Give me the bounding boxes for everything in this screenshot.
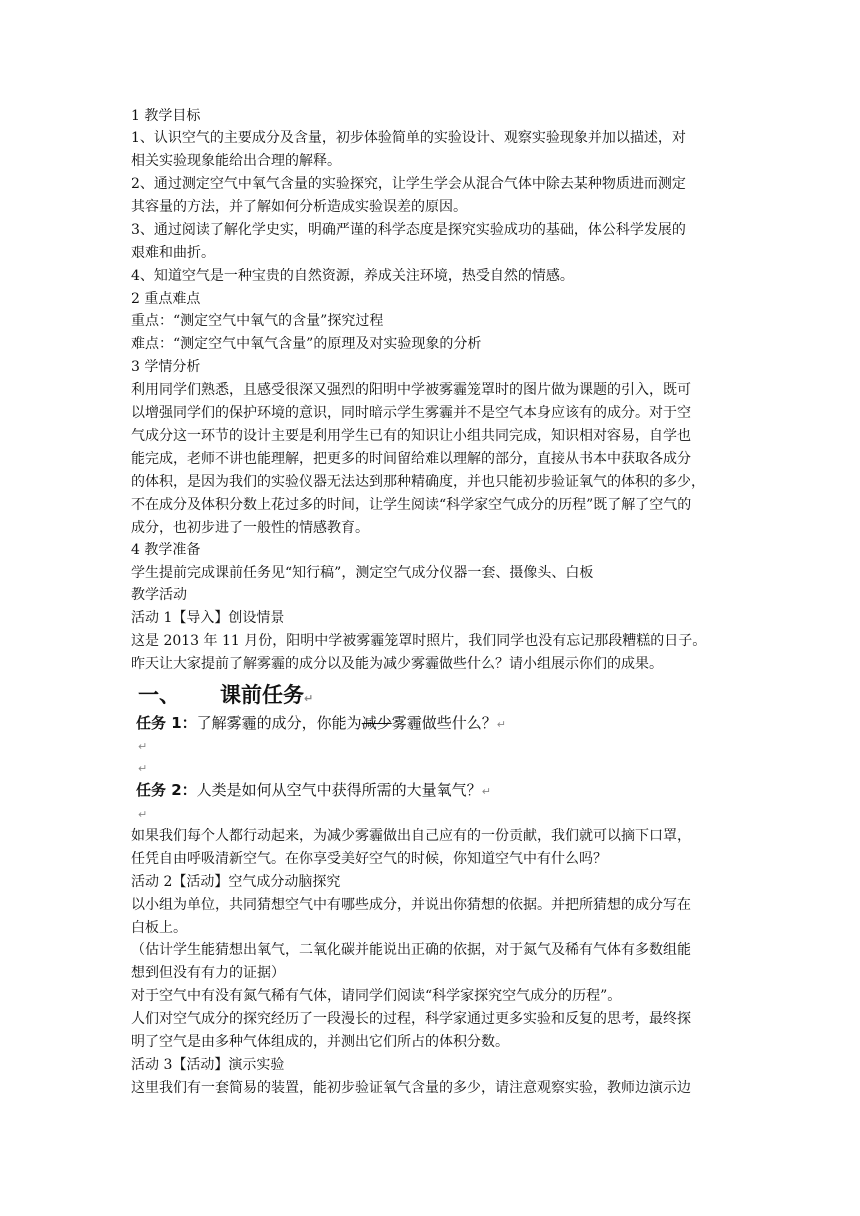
figure-heading-number: 一、 (138, 683, 180, 707)
task-1-text-b: 减少 (361, 714, 392, 732)
text-line: 对于空气中有没有氮气稀有气体，请同学们阅读“科学家探究空气成分的历程”。 (131, 988, 622, 1004)
text-line: （估计学生能猜想出氧气，二氧化碳并能说出正确的依据，对于氮气及稀有气体有多数组能 (131, 942, 691, 958)
task-1-text-c: 雾霾做些什么？ (391, 714, 497, 732)
text-line: 难点：“测定空气中氧气含量”的原理及对实验现象的分析 (131, 336, 482, 352)
text-line: 以增强同学们的保护环境的意识，同时暗示学生雾霾并不是空气本身应该有的成分。对于空 (131, 405, 691, 421)
text-line: 想到但没有有力的证据） (131, 965, 285, 981)
text-line: 1、认识空气的主要成分及含量，初步体验简单的实验设计、观察实验现象并加以描述，对 (131, 130, 686, 146)
text-line: 任凭自由呼吸清新空气。在你享受美好空气的时候，你知道空气中有什么吗？ (131, 851, 607, 867)
task-2 (136, 779, 491, 803)
text-line: 利用同学们熟悉，且感受很深又强烈的阳明中学被雾霾笼罩时的图片做为课题的引入，既可 (131, 382, 691, 398)
text-line: 3、通过阅读了解化学史实，明确严谨的科学态度是探究实验成功的基础，体公科学发展的 (131, 222, 686, 238)
section-heading-preparation: 4 教学准备 (131, 542, 201, 558)
text-line: 白板上。 (131, 920, 187, 936)
text-line: 2、通过测定空气中氧气含量的实验探究，让学生学会从混合气体中除去某种物质进而测定 (131, 176, 686, 192)
text-line: 艰难和曲折。 (131, 245, 215, 261)
text-line: 其容量的方法，并了解如何分析造成实验误差的原因。 (131, 199, 467, 215)
paragraph-mark-icon: ↵ (138, 762, 148, 775)
task-1-label: 任务 1： (136, 714, 197, 732)
task-2-label: 任务 2： (136, 781, 197, 799)
section-heading-activities: 教学活动 (131, 587, 187, 603)
text-line: 人们对空气成分的探究经历了一段漫长的过程，科学家通过更多实验和反复的思考，最终探 (131, 1011, 691, 1027)
text-line: 这是 2013 年 11 月份，阳明中学被雾霾笼罩时照片，我们同学也没有忘记那段糟糕的日子。 (131, 633, 707, 649)
text-line: 昨天让大家提前了解雾霾的成分以及能为减少雾霾做些什么？请小组展示你们的成果。 (131, 656, 663, 672)
task-1 (136, 712, 506, 736)
text-line: 成分，也初步进了一般性的情感教育。 (131, 520, 369, 536)
text-line: 以小组为单位，共同猜想空气中有哪些成分，并说出你猜想的依据。并把所猜想的成分写在 (131, 897, 691, 913)
text-line: 能完成，老师不讲也能理解，把更多的时间留给难以理解的部分，直接从书本中获取各成分 (131, 451, 691, 467)
text-line: 4、知道空气是一种宝贵的自然资源，养成关注环境，热受自然的情感。 (131, 268, 574, 284)
activity-heading: 活动 1【导入】创设情景 (131, 610, 285, 626)
text-line: 明了空气是由多种气体组成的，并测出它们所占的体积分数。 (131, 1034, 509, 1050)
figure-heading-text: 课前任务 (220, 683, 304, 707)
section-heading-key-points: 2 重点难点 (131, 291, 201, 307)
text-line: 气成分这一环节的设计主要是利用学生已有的知识让小组共同完成，知识相对容易，自学也 (131, 428, 691, 444)
section-heading-analysis: 3 学情分析 (131, 359, 201, 375)
activity-heading: 活动 3【活动】演示实验 (131, 1057, 285, 1073)
text-line: 如果我们每个人都行动起来，为减少雾霾做出自己应有的一份贡献，我们就可以摘下口罩， (131, 828, 691, 844)
paragraph-mark-icon: ↵ (138, 808, 148, 821)
text-line: 不在成分及体积分数上花过多的时间，让学生阅读“科学家空气成分的历程”既了解了空气的 (131, 497, 692, 513)
paragraph-mark-icon: ↵ (496, 718, 506, 731)
text-line: 相关实验现象能给出合理的解释。 (131, 153, 341, 169)
paragraph-mark-icon: ↵ (138, 740, 148, 753)
paragraph-mark-icon: ↵ (481, 785, 491, 798)
text-line: 的体积，是因为我们的实验仪器无法达到那种精确度，并也只能初步验证氧气的体积的多少， (131, 474, 705, 490)
task-1-text-a: 了解雾霾的成分，你能为 (196, 714, 362, 732)
text-line: 重点：“测定空气中氧气的含量”探究过程 (131, 313, 384, 329)
paragraph-mark-icon: ↵ (304, 692, 314, 705)
text-line: 学生提前完成课前任务见“知行稿”，测定空气成分仪器一套、摄像头、白板 (131, 565, 594, 581)
figure-heading (138, 680, 313, 710)
task-2-text: 人类是如何从空气中获得所需的大量氧气？ (196, 781, 482, 799)
activity-heading: 活动 2【活动】空气成分动脑探究 (131, 874, 341, 890)
section-heading-objectives: 1 教学目标 (131, 108, 201, 124)
text-line: 这里我们有一套简易的装置，能初步验证氧气含量的多少，请注意观察实验，教师边演示边 (131, 1080, 691, 1096)
